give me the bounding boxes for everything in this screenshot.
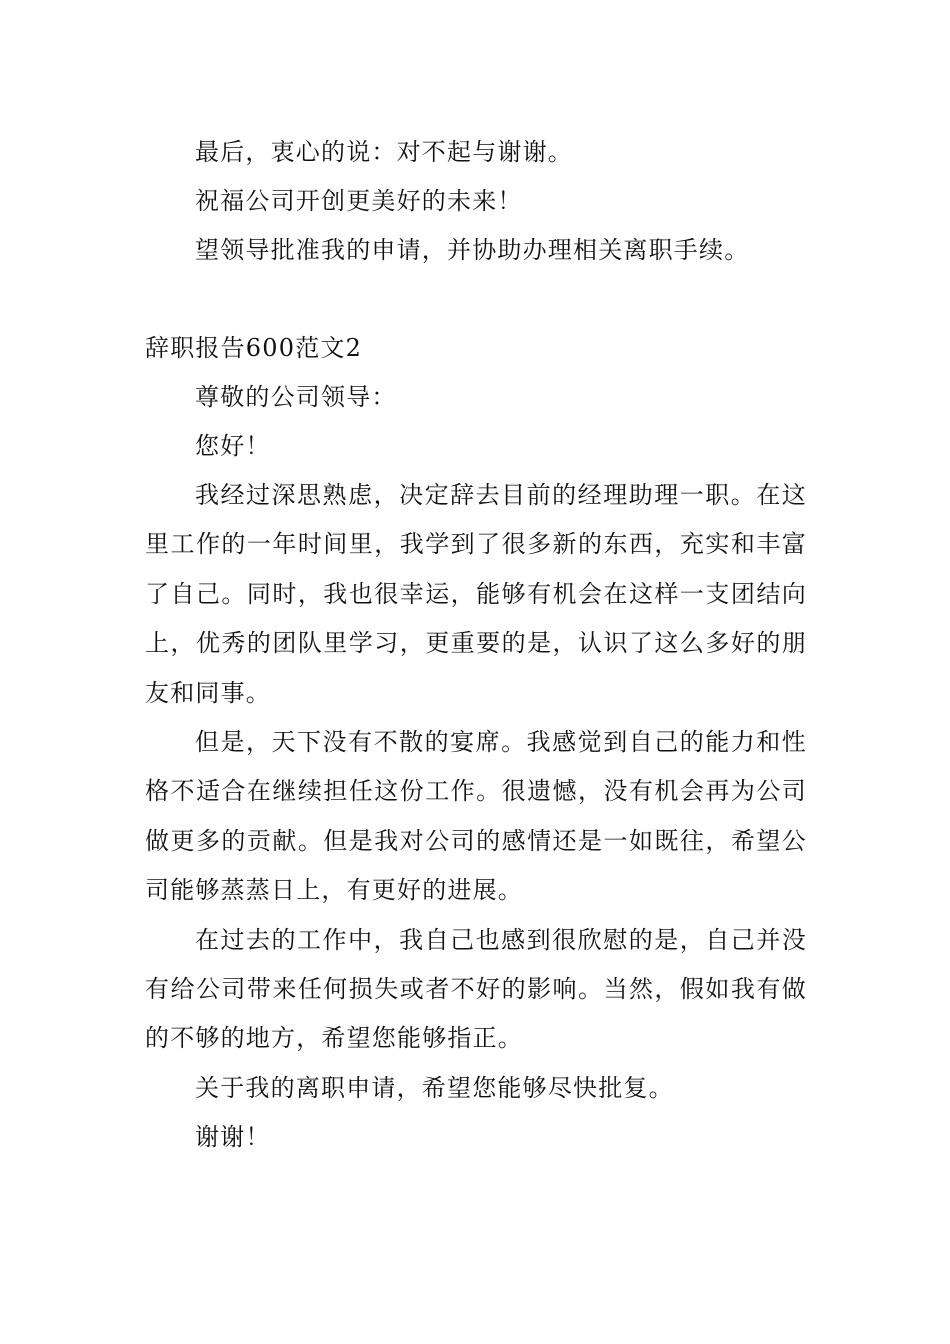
closing-line-2: 祝福公司开创更美好的未来！ <box>195 187 523 215</box>
section-heading: 辞职报告600范文2 <box>145 334 363 362</box>
request-line: 关于我的离职申请，希望您能够尽快批复。 <box>195 1073 674 1102</box>
closing-line-1: 最后，衷心的说：对不起与谢谢。 <box>195 138 573 166</box>
body-paragraph-3: 在过去的工作中，我自己也感到很欣慰的是，自己并没有给公司带来任何损失或者不好的影响。当然，假如我有做的不够的地方，希望您能够指正。 <box>145 925 807 1053</box>
thanks-line: 谢谢！ <box>195 1122 271 1151</box>
closing-line-3: 望领导批准我的申请，并协助办理相关离职手续。 <box>195 236 750 264</box>
body-paragraph-1: 我经过深思熟虑，决定辞去目前的经理助理一职。在这里工作的一年时间里，我学到了很多新的东西，充实和丰富了自己。同时，我也很幸运，能够有机会在这样一支团结向上，优秀的团队里学习，更重要的是，认识了这么多好的朋友和同事。 <box>145 481 807 707</box>
body-paragraph-2: 但是，天下没有不散的宴席。我感觉到自己的能力和性格不适合在继续担任这份工作。很遗憾，没有机会再为公司做更多的贡献。但是我对公司的感情还是一如既往，希望公司能够蒸蒸日上，有更好的进展。 <box>145 728 807 905</box>
salutation: 尊敬的公司领导： <box>195 383 397 411</box>
greeting: 您好！ <box>195 432 271 460</box>
document-page <box>145 128 807 1162</box>
